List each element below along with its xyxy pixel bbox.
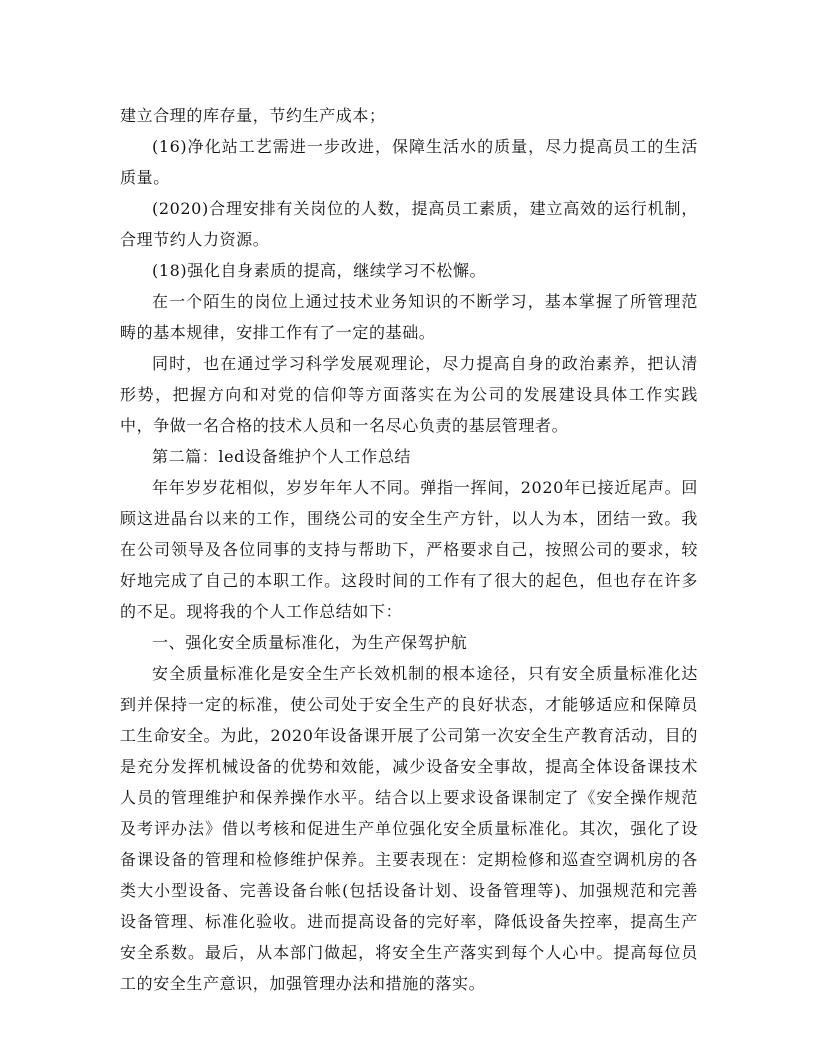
paragraph-body: 安全质量标准化是安全生产长效机制的根本途径，只有安全质量标准化达到并保持一定的标准，使公司处于安全生产的良好状态，才能够适应和保障员工生命安全。为此，2020年设备课开展了公司第一次安全生产教育活动，目的是充分发挥机械设备的优势和效能，减少设备安全事故，提高全体设备课技术人员的管理维护和保养操作水平。结合以上要求设备课制定了《安全操作规范及考评办法》借以考核和促进生产单位强化安全质量标准化。其次，强化了设备课设备的管理和检修维护保养。主要表现在：定期检修和巡查空调机房的各类大小型设备、完善设备台帐(包括设备计划、设备管理等)、加强规范和完善设备管理、标准化验收。进而提高设备的完好率，降低设备失控率，提高生产安全系数。最后，从本部门做起，将安全生产落实到每个人心中。提高每位员工的安全生产意识，加强管理办法和措施的落实。 (120, 664, 698, 993)
paragraph-continuation: 建立合理的库存量，节约生产成本； (120, 106, 386, 125)
paragraph-item-18: (18)强化自身素质的提高，继续学习不松懈。 (152, 261, 487, 280)
paragraph-body: 在一个陌生的岗位上通过技术业务知识的不断学习，基本掌握了所管理范畴的基本规律，安排工作有了一定的基础。 (120, 292, 698, 342)
paragraph-item-16: (16)净化站工艺需进一步改进，保障生活水的质量，尽力提高员工的生活质量。 (120, 137, 698, 187)
section-heading: 第二篇：led设备维护个人工作总结 (152, 447, 412, 466)
subsection-heading: 一、强化安全质量标准化，为生产保驾护航 (152, 633, 468, 652)
paragraph-body: 年年岁岁花相似，岁岁年年人不同。弹指一挥间，2020年已接近尾声。回顾这进晶台以来的工作，围绕公司的安全生产方针，以人为本，团结一致。我在公司领导及各位同事的支持与帮助下，严格要求自己，按照公司的要求，较好地完成了自己的本职工作。这段时间的工作有了很大的起色，但也存在许多的不足。现将我的个人工作总结如下： (120, 478, 698, 621)
document-page (120, 100, 698, 999)
paragraph-body: 同时，也在通过学习科学发展观理论，尽力提高自身的政治素养，把认清形势，把握方向和对党的信仰等方面落实在为公司的发展建设具体工作实践中，争做一名合格的技术人员和一名尽心负责的基层管理者。 (120, 354, 698, 435)
paragraph-item-2020: (2020)合理安排有关岗位的人数，提高员工素质，建立高效的运行机制，合理节约人力资源。 (120, 199, 698, 249)
